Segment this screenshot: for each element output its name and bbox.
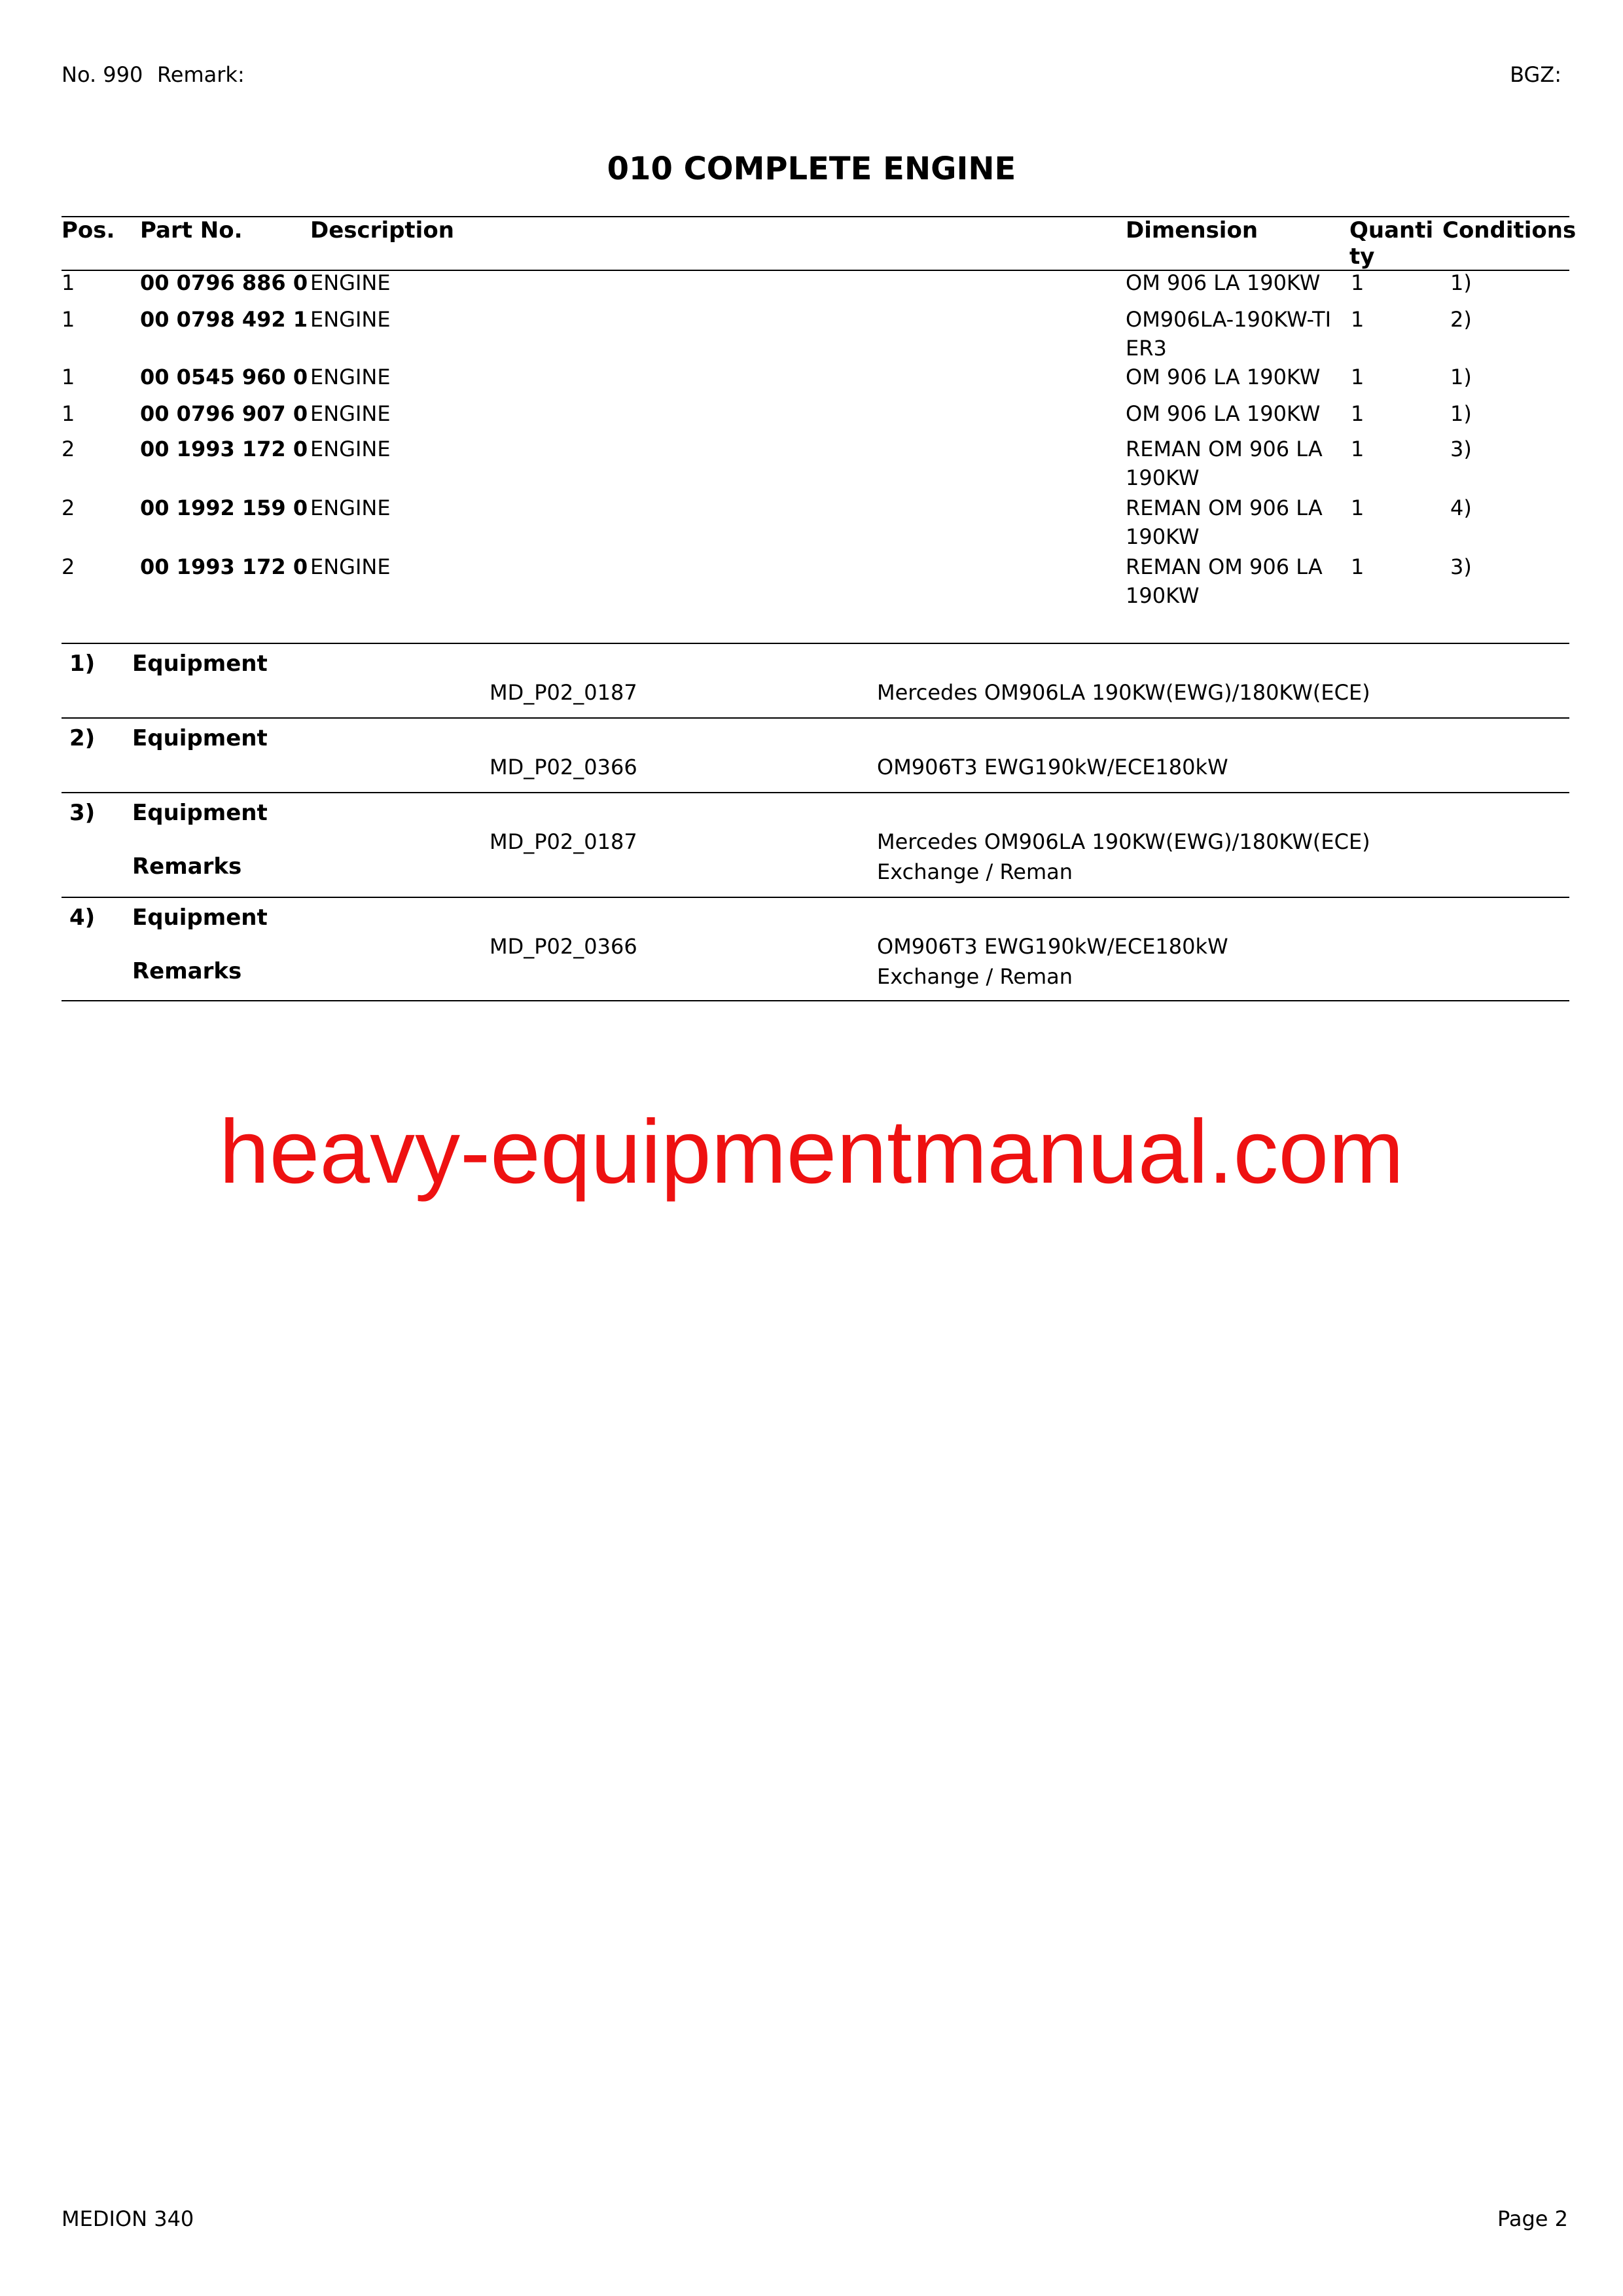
row-dimension [1126,552,1323,610]
condition-rule [62,717,1569,719]
page-title: 010 COMPLETE ENGINE [607,151,1016,187]
table-top-rule [62,216,1569,217]
row-dimension [1126,493,1323,551]
condition-remarks-label: Remarks [132,853,242,880]
condition-number: 3) [69,800,96,826]
condition-number: 4) [69,905,96,931]
row-pos: 2 [62,437,75,461]
condition-value: OM906T3 EWG190kW/ECE180kW [877,755,1228,780]
column-header-quantity [1349,217,1433,270]
condition-number: 1) [69,651,96,677]
document-number: No. 990 [62,62,143,87]
row-pos: 2 [62,554,75,579]
condition-rule [62,792,1569,793]
row-description: ENGINE [310,307,391,332]
row-dimension-line2: 190KW [1126,465,1200,490]
row-description: ENGINE [310,437,391,461]
row-description: ENGINE [310,401,391,426]
row-dimension: OM 906 LA 190KW [1126,401,1321,426]
row-dimension-line2: ER3 [1126,336,1167,361]
row-part-no: 00 0796 907 0 [140,401,308,426]
row-part-no: 00 0796 886 0 [140,270,308,295]
row-pos: 1 [62,365,75,389]
row-dimension [1126,305,1331,363]
row-condition: 1) [1450,270,1472,295]
row-quantity: 1 [1351,270,1364,295]
column-header-dimension: Dimension [1126,217,1258,243]
condition-remarks-value: Exchange / Reman [877,859,1073,884]
row-quantity: 1 [1351,365,1364,389]
row-quantity: 1 [1351,307,1364,332]
row-quantity: 1 [1351,437,1364,461]
row-quantity: 1 [1351,554,1364,579]
row-condition: 3) [1450,437,1472,461]
row-dimension-line2: 190KW [1126,583,1200,608]
condition-value: OM906T3 EWG190kW/ECE180kW [877,934,1228,959]
row-part-no: 00 1993 172 0 [140,437,308,461]
column-header-pos: Pos. [62,217,115,243]
row-dimension [1126,435,1323,492]
row-dimension-line1: REMAN OM 906 LA [1126,554,1323,579]
row-condition: 4) [1450,495,1472,520]
row-dimension-line2: 190KW [1126,524,1200,549]
condition-rule [62,643,1569,644]
footer-page-number: Page 2 [1497,2206,1568,2231]
condition-code: MD_P02_0366 [490,934,637,959]
row-pos: 2 [62,495,75,520]
row-condition: 3) [1450,554,1472,579]
column-header-description: Description [310,217,454,243]
footer-model: MEDION 340 [62,2206,194,2231]
row-part-no: 00 1992 159 0 [140,495,308,520]
row-part-no: 00 1993 172 0 [140,554,308,579]
row-condition: 1) [1450,401,1472,426]
condition-label: Equipment [132,905,268,931]
condition-code: MD_P02_0187 [490,680,637,705]
remark-label: Remark: [157,62,245,87]
row-description: ENGINE [310,365,391,389]
row-dimension-line1: REMAN OM 906 LA [1126,437,1323,461]
watermark-text: heavy-equipmentmanual.com [219,1102,1404,1202]
bgz-label: BGZ: [1510,62,1561,87]
condition-remarks-label: Remarks [132,958,242,984]
row-description: ENGINE [310,554,391,579]
row-description: ENGINE [310,270,391,295]
column-header-quantity-line2: ty [1349,243,1375,270]
condition-code: MD_P02_0187 [490,829,637,854]
row-pos: 1 [62,307,75,332]
condition-number: 2) [69,725,96,751]
legend-bottom-rule [62,1000,1569,1001]
row-dimension: OM 906 LA 190KW [1126,270,1321,295]
condition-rule [62,897,1569,898]
condition-label: Equipment [132,800,268,826]
condition-remarks-value: Exchange / Reman [877,964,1073,989]
column-header-quantity-line1: Quanti [1349,217,1434,243]
row-dimension-line1: REMAN OM 906 LA [1126,495,1323,520]
column-header-part-no: Part No. [140,217,243,243]
condition-label: Equipment [132,651,268,677]
row-condition: 1) [1450,365,1472,389]
condition-label: Equipment [132,725,268,751]
row-dimension: OM 906 LA 190KW [1126,365,1321,389]
row-part-no: 00 0798 492 1 [140,307,308,332]
row-pos: 1 [62,270,75,295]
column-header-conditions: Conditions [1442,217,1577,243]
row-description: ENGINE [310,495,391,520]
row-quantity: 1 [1351,401,1364,426]
condition-value: Mercedes OM906LA 190KW(EWG)/180KW(ECE) [877,680,1370,705]
row-quantity: 1 [1351,495,1364,520]
row-condition: 2) [1450,307,1472,332]
condition-code: MD_P02_0366 [490,755,637,780]
condition-value: Mercedes OM906LA 190KW(EWG)/180KW(ECE) [877,829,1370,854]
row-pos: 1 [62,401,75,426]
row-dimension-line1: OM906LA-190KW-TI [1126,307,1332,332]
row-part-no: 00 0545 960 0 [140,365,308,389]
